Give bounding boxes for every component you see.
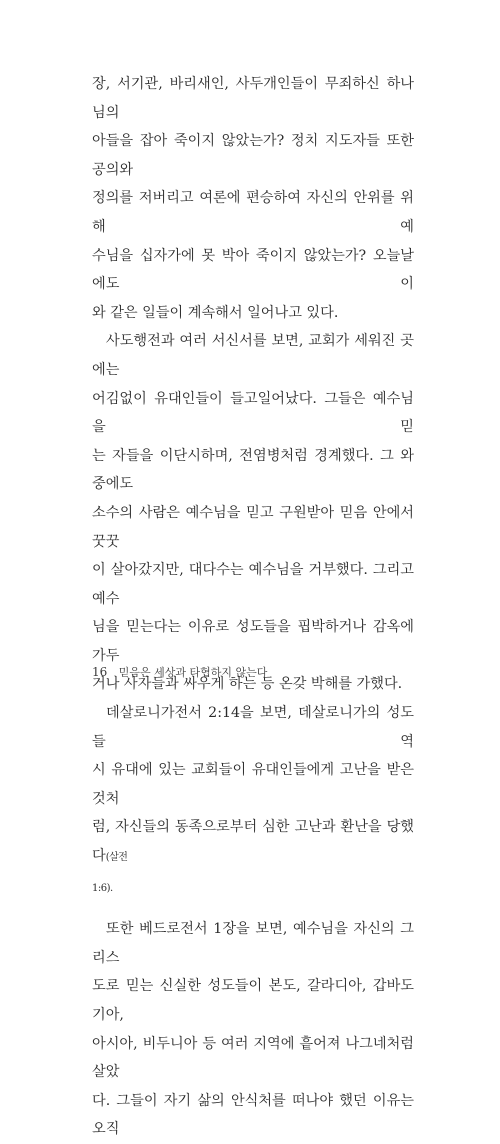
page-number: 16 xyxy=(92,665,108,679)
text-line: 다. 그들이 자기 삶의 안식처를 떠나야 했던 이유는 오직 xyxy=(92,1092,414,1138)
text-line: 정의를 저버리고 여론에 편승하여 자신의 안위를 위해 예 xyxy=(92,190,414,235)
text-line: 이 살아갔지만, 대다수는 예수님을 거부했다. 그리고 예수 xyxy=(92,562,414,607)
text-line: 장, 서기관, 바리새인, 사두개인들이 무죄하신 하나님의 xyxy=(92,76,414,121)
text-line xyxy=(92,813,414,872)
text-line: 데살로니가전서 2:14을 보면, 데살로니가의 성도들 역 xyxy=(92,705,414,750)
text-line: 사도행전과 여러 서신서를 보면, 교회가 세워진 곳에는 xyxy=(92,333,414,378)
text-line: 와 같은 일들이 계속해서 일어나고 있다. xyxy=(92,304,339,321)
text-line: 또한 베드로전서 1장을 보면, 예수님을 자신의 그리스 xyxy=(92,921,414,966)
page-footer xyxy=(92,664,267,680)
text-line: 아시아, 비두니아 등 여러 지역에 흩어져 나그네처럼 살았 xyxy=(92,1035,414,1081)
text-line: 소수의 사람은 예수님을 믿고 구원받아 믿음 안에서 꿋꿋 xyxy=(92,504,414,550)
text-line: 아들을 잡아 죽이지 않았는가? 정치 지도자들 또한 공의와 xyxy=(92,133,414,178)
text-line-main: 럼, 자신들의 동족으로부터 심한 고난과 환난을 당했다 xyxy=(92,819,414,865)
text-line: 어김없이 유대인들이 들고일어났다. 그들은 예수님을 믿 xyxy=(92,390,414,436)
text-line: 수님을 십자가에 못 박아 죽이지 않았는가? 오늘날에도 이 xyxy=(92,247,414,293)
text-line: 거나 사자들과 싸우게 하는 등 온갖 박해를 가했다. xyxy=(92,676,403,693)
running-title: 믿음은 세상과 타협하지 않는다 xyxy=(118,666,268,679)
text-line: 님을 믿는다는 이유로 성도들을 핍박하거나 감옥에 가두 xyxy=(92,619,414,664)
text-line: 도로 믿는 신실한 성도들이 본도, 갈라디아, 갑바도기아, xyxy=(92,978,414,1023)
body-text xyxy=(92,70,414,1144)
text-line: 시 유대에 있는 교회들이 유대인들에게 고난을 받은 것처 xyxy=(92,762,414,807)
text-line xyxy=(92,873,414,904)
text-line: 는 자들을 이단시하며, 전염병처럼 경계했다. 그 와중에도 xyxy=(92,447,414,493)
scripture-reference: (살전 xyxy=(105,852,128,864)
scripture-reference-tail: 1:6). xyxy=(92,882,113,894)
